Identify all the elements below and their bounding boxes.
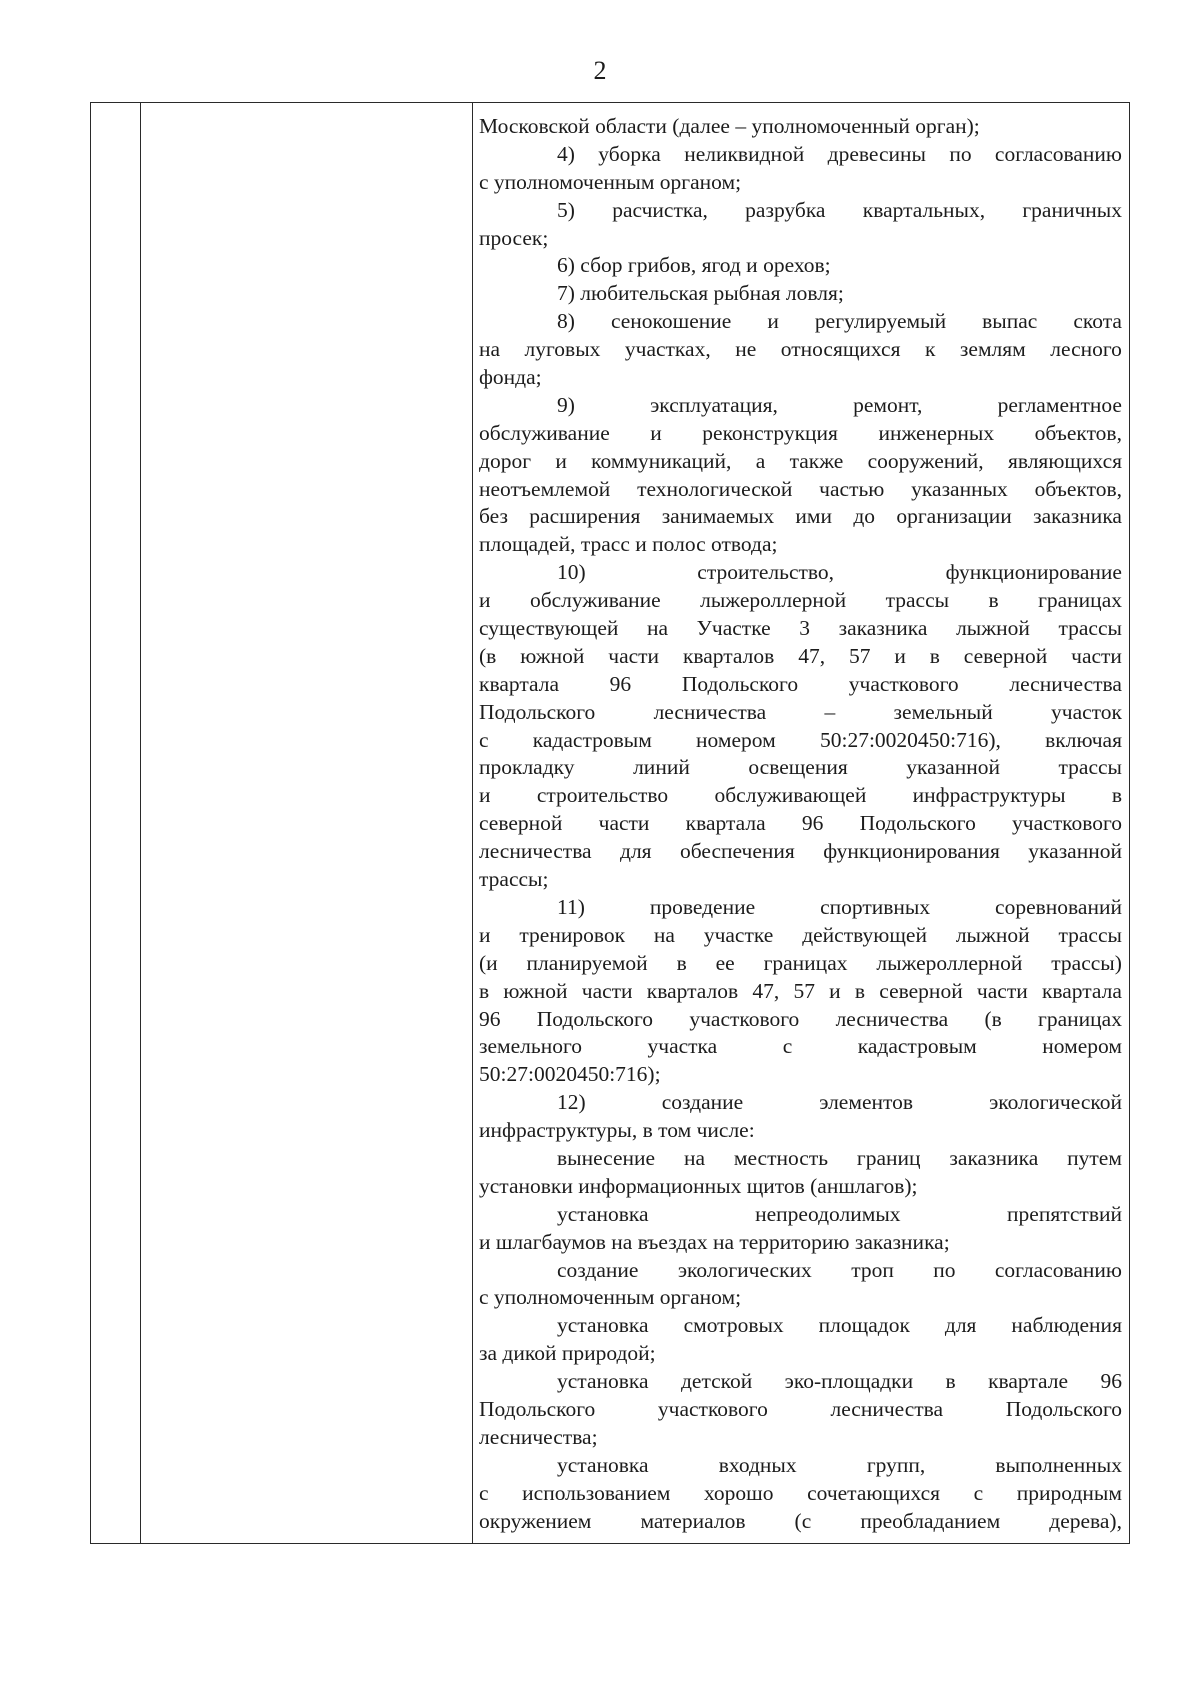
text-word: по xyxy=(949,141,972,166)
text-word: установка xyxy=(557,1201,649,1226)
text-word: 9) xyxy=(557,392,575,417)
text-line: трассы; xyxy=(479,867,549,892)
text-word: входных xyxy=(718,1452,797,1477)
text-word: 50:27:0020450:716), xyxy=(819,727,1001,752)
text-word: в xyxy=(479,978,490,1003)
text-word: квартала xyxy=(1041,978,1122,1003)
text-line xyxy=(479,197,1122,225)
text-line xyxy=(479,587,1122,615)
text-word: южной xyxy=(503,978,568,1003)
text-word: (в xyxy=(984,1006,1002,1031)
text-word: обслуживание xyxy=(479,420,610,445)
text-word: границах xyxy=(763,950,848,975)
text-line xyxy=(479,1312,1122,1340)
text-line xyxy=(479,336,1122,364)
text-word: участкового xyxy=(1012,811,1122,836)
text-word: границах xyxy=(1038,1006,1122,1031)
text-word: неликвидной xyxy=(684,141,805,166)
text-line: фонда; xyxy=(479,365,542,390)
text-line xyxy=(479,141,1122,169)
text-word: границах xyxy=(1038,588,1122,613)
text-line xyxy=(479,950,1122,978)
text-word: природным xyxy=(1016,1480,1122,1505)
text-line: просек; xyxy=(479,225,549,250)
text-word: части xyxy=(976,978,1028,1003)
text-word: в xyxy=(929,643,940,668)
text-word: для xyxy=(944,1313,977,1338)
text-word: наблюдения xyxy=(1011,1313,1122,1338)
text-line xyxy=(479,420,1122,448)
text-word: на xyxy=(653,922,675,947)
text-word: путем xyxy=(1067,1145,1122,1170)
text-word: регулируемый xyxy=(814,309,947,334)
text-line: 6) сбор грибов, ягод и орехов; xyxy=(557,253,831,278)
text-word: строительство, xyxy=(697,560,835,585)
text-word: лесничества xyxy=(479,839,592,864)
text-word: ее xyxy=(715,950,735,975)
text-line xyxy=(479,1508,1122,1536)
text-line: лесничества; xyxy=(479,1424,598,1449)
text-line xyxy=(479,810,1122,838)
text-line xyxy=(479,1452,1122,1480)
text-word: 11) xyxy=(557,894,585,919)
text-word: Подольского xyxy=(479,1396,596,1421)
text-word: и xyxy=(650,420,662,445)
text-line: инфраструктуры, в том числе: xyxy=(479,1118,755,1143)
text-word: для xyxy=(620,839,652,864)
text-word: квартальных, xyxy=(862,197,986,222)
text-line xyxy=(479,615,1122,643)
text-word: участкового xyxy=(657,1396,768,1421)
text-word: установка xyxy=(557,1313,649,1338)
text-word: заказника xyxy=(838,616,928,641)
text-word: инфраструктуры xyxy=(912,783,1066,808)
text-word: а xyxy=(755,448,766,473)
text-word: Подольского xyxy=(536,1006,654,1031)
text-word: до xyxy=(853,504,876,529)
text-line: 50:27:0020450:716); xyxy=(479,1062,661,1087)
text-word: инженерных xyxy=(878,420,995,445)
text-word: сооружений, xyxy=(867,448,984,473)
text-word: коммуникаций, xyxy=(591,448,732,473)
text-word: вынесение xyxy=(557,1145,656,1170)
text-word: преобладанием xyxy=(860,1508,1001,1533)
text-word: ремонт, xyxy=(853,392,923,417)
text-word: участке xyxy=(703,922,774,947)
text-line xyxy=(479,1145,1122,1173)
text-word: частью xyxy=(819,476,885,501)
text-word: являющихся xyxy=(1007,448,1122,473)
text-word: трассы xyxy=(885,588,950,613)
text-word: сочетающихся xyxy=(807,1480,941,1505)
text-word: 12) xyxy=(557,1090,586,1115)
text-word: площадок xyxy=(818,1313,910,1338)
text-line xyxy=(479,1480,1122,1508)
text-word: указанной xyxy=(1028,839,1122,864)
text-line xyxy=(479,727,1122,755)
page-number: 2 xyxy=(593,56,607,85)
text-word: экологических xyxy=(677,1257,812,1282)
text-line xyxy=(479,1368,1122,1396)
text-line: за дикой природой; xyxy=(479,1341,656,1366)
text-word: граничных xyxy=(1022,197,1122,222)
text-word: 96 xyxy=(801,811,824,836)
text-word: групп, xyxy=(866,1452,926,1477)
text-word: смотровых xyxy=(683,1313,784,1338)
text-word: части xyxy=(598,811,650,836)
text-word: выпас xyxy=(982,309,1038,334)
text-line: 7) любительская рыбная ловля; xyxy=(557,281,844,306)
text-word: в xyxy=(988,588,999,613)
text-word: дорог xyxy=(479,448,532,473)
text-word: участок xyxy=(1051,699,1122,724)
text-word: и xyxy=(767,309,779,334)
text-word: 96 xyxy=(1100,1369,1122,1394)
text-word: лыжной xyxy=(956,616,1030,641)
text-line xyxy=(479,699,1122,727)
text-word: указанных xyxy=(911,476,1008,501)
text-word: расширения xyxy=(529,504,641,529)
text-line xyxy=(479,559,1122,587)
text-word: 4) xyxy=(557,141,575,166)
text-word: лесничества xyxy=(830,1396,944,1421)
text-word: в xyxy=(854,978,866,1003)
text-word: сенокошение xyxy=(610,309,732,334)
text-word: участка xyxy=(647,1034,718,1059)
text-word: на xyxy=(647,616,669,641)
text-word: лесничества xyxy=(653,699,767,724)
text-line xyxy=(479,1089,1122,1117)
text-word: лесничества xyxy=(1009,671,1122,696)
text-word: кварталов xyxy=(682,643,775,668)
text-line xyxy=(479,476,1122,504)
text-word: кадастровым xyxy=(857,1034,977,1059)
text-word: непреодолимых xyxy=(755,1201,901,1226)
text-word: с xyxy=(479,1480,489,1505)
text-word: участках, xyxy=(624,337,711,362)
text-word: Подольского xyxy=(1005,1396,1122,1421)
text-word: (в xyxy=(479,643,497,668)
text-word: в xyxy=(676,950,687,975)
text-word: 8) xyxy=(557,309,575,334)
text-word: установка xyxy=(557,1452,649,1477)
text-word: препятствий xyxy=(1007,1201,1122,1226)
text-word: землям xyxy=(959,337,1026,362)
text-word: обеспечения xyxy=(679,839,795,864)
text-word: не xyxy=(735,337,757,362)
text-word: на xyxy=(683,1145,706,1170)
text-word: и xyxy=(555,448,567,473)
text-line xyxy=(479,782,1122,810)
text-line xyxy=(479,978,1122,1006)
text-word: технологической xyxy=(637,476,793,501)
text-word: функционирования xyxy=(823,839,1000,864)
text-word: кадастровым xyxy=(532,727,652,752)
text-line xyxy=(479,922,1122,950)
text-word: использованием xyxy=(522,1480,671,1505)
text-line xyxy=(479,754,1122,782)
text-word: тренировок xyxy=(519,922,626,947)
text-word: трассы) xyxy=(1051,950,1122,975)
text-word: Подольского xyxy=(479,699,596,724)
text-line xyxy=(479,1006,1122,1034)
text-word: прокладку xyxy=(479,755,575,780)
text-word: земельного xyxy=(479,1034,583,1059)
text-line xyxy=(479,894,1122,922)
text-word: элементов xyxy=(819,1090,914,1115)
text-line: с уполномоченным органом; xyxy=(479,169,742,194)
text-word: линий xyxy=(633,755,690,780)
text-line: Московской области (далее – уполномоченный орган); xyxy=(479,114,980,138)
text-word: уборка xyxy=(598,141,661,166)
text-word: дерева), xyxy=(1049,1508,1122,1533)
text-line xyxy=(479,838,1122,866)
text-word: по xyxy=(933,1257,956,1282)
text-word: с xyxy=(782,1034,793,1059)
text-word: функционирование xyxy=(945,560,1122,585)
text-word: хорошо xyxy=(703,1480,774,1505)
text-word: квартала xyxy=(479,671,559,696)
text-word: лесничества xyxy=(835,1006,949,1031)
text-word: с xyxy=(479,727,489,752)
text-word: древесины xyxy=(827,141,926,166)
text-word: и xyxy=(479,588,491,613)
text-word: заказника xyxy=(1033,504,1122,529)
text-word: кварталов xyxy=(646,978,739,1003)
text-word: квартала xyxy=(685,811,766,836)
text-word: 57 xyxy=(793,978,815,1003)
text-line xyxy=(479,392,1122,420)
text-word: земельный xyxy=(893,699,993,724)
text-word: организации xyxy=(896,504,1012,529)
text-line: установки информационных щитов (аншлагов); xyxy=(479,1173,918,1198)
text-word: лыжероллерной xyxy=(700,588,847,613)
text-line xyxy=(479,448,1122,476)
text-word: трассы xyxy=(1058,755,1122,780)
text-word: реконструкция xyxy=(702,420,838,445)
text-word: Подольского xyxy=(681,671,799,696)
text-word: материалов xyxy=(640,1508,746,1533)
text-line: с уполномоченным органом; xyxy=(479,1285,742,1310)
text-line xyxy=(479,1257,1122,1285)
text-word: Участке xyxy=(696,616,771,641)
text-line: и шлагбаумов на въездах на территорию заказника; xyxy=(479,1229,950,1254)
text-word: установка xyxy=(557,1369,649,1394)
text-word: лыжероллерной xyxy=(876,950,1023,975)
text-word: – xyxy=(824,699,836,724)
text-word: объектов, xyxy=(1034,476,1122,501)
text-word: 10) xyxy=(557,560,586,585)
text-word: также xyxy=(789,448,844,473)
text-word: строительство xyxy=(536,783,669,808)
table-column-content xyxy=(473,103,1128,1543)
text-word: 96 xyxy=(609,671,632,696)
text-word: заказника xyxy=(949,1145,1039,1170)
text-word: эксплуатация, xyxy=(650,392,778,417)
text-word: 5) xyxy=(557,197,575,222)
text-word: спортивных xyxy=(820,894,931,919)
text-word: 47, xyxy=(798,643,826,668)
text-word: части xyxy=(1071,643,1122,668)
text-word: и xyxy=(479,922,491,947)
text-word: к xyxy=(924,337,936,362)
document-table xyxy=(90,102,1130,1544)
text-word: действующей xyxy=(802,922,927,947)
text-line xyxy=(479,643,1122,671)
text-word: 47, xyxy=(752,978,780,1003)
text-word: северной xyxy=(879,978,963,1003)
text-word: указанной xyxy=(906,755,1000,780)
text-word: соревнований xyxy=(995,894,1122,919)
text-word: создание xyxy=(661,1090,744,1115)
text-word: объектов, xyxy=(1034,420,1122,445)
text-word: с xyxy=(973,1480,984,1505)
text-word: номером xyxy=(696,727,776,752)
text-word: скота xyxy=(1073,309,1122,334)
text-word: границ xyxy=(856,1145,921,1170)
text-word: квартале xyxy=(988,1369,1069,1394)
text-word: выполненных xyxy=(995,1452,1122,1477)
text-word: луговых xyxy=(524,337,601,362)
text-word: части xyxy=(608,643,660,668)
text-line xyxy=(479,503,1122,531)
text-word: южной xyxy=(520,643,585,668)
text-word: обслуживающей xyxy=(714,783,867,808)
text-word: местность xyxy=(733,1145,829,1170)
text-word: проведение xyxy=(649,894,756,919)
text-word: лесного xyxy=(1050,337,1122,362)
text-word: относящихся xyxy=(780,337,901,362)
text-word: регламентное xyxy=(997,392,1122,417)
text-word: участкового xyxy=(848,671,959,696)
text-word: трассы xyxy=(1058,616,1122,641)
text-word: экологической xyxy=(989,1090,1122,1115)
text-word: на xyxy=(479,337,501,362)
text-word: создание xyxy=(557,1257,639,1282)
text-word: северной xyxy=(479,811,563,836)
text-line xyxy=(479,308,1122,336)
text-word: 57 xyxy=(848,643,871,668)
text-word: троп xyxy=(851,1257,894,1282)
text-line xyxy=(479,1396,1122,1424)
text-line xyxy=(479,1033,1122,1061)
text-word: в xyxy=(945,1369,956,1394)
table-column-number xyxy=(91,103,141,1543)
text-word: согласованию xyxy=(994,141,1122,166)
text-word: детской xyxy=(680,1369,753,1394)
text-line xyxy=(479,671,1122,699)
text-word: (с xyxy=(794,1508,812,1533)
text-word: разрубка xyxy=(745,197,826,222)
text-word: окружением xyxy=(479,1508,592,1533)
text-word: эко-площадки xyxy=(784,1369,914,1394)
text-word: трассы xyxy=(1058,922,1122,947)
text-word: (и xyxy=(479,950,498,975)
text-word: и xyxy=(894,643,906,668)
text-word: неотъемлемой xyxy=(479,476,611,501)
text-word: Подольского xyxy=(859,811,976,836)
text-word: 3 xyxy=(799,616,810,641)
text-line: площадей, трасс и полос отвода; xyxy=(479,532,778,557)
table-column-name xyxy=(141,103,473,1543)
text-word: обслуживание xyxy=(529,588,661,613)
text-word: 96 xyxy=(479,1006,501,1031)
text-word: согласованию xyxy=(994,1257,1122,1282)
text-word: освещения xyxy=(748,755,848,780)
text-word: расчистка, xyxy=(612,197,708,222)
text-word: и xyxy=(479,783,491,808)
text-word: номером xyxy=(1042,1034,1122,1059)
text-word: участкового xyxy=(689,1006,800,1031)
text-word: без xyxy=(479,504,508,529)
text-word: северной xyxy=(963,643,1048,668)
text-word: ими xyxy=(795,504,833,529)
text-word: и xyxy=(829,978,841,1003)
text-word: лыжной xyxy=(955,922,1030,947)
text-word: занимаемых xyxy=(661,504,775,529)
text-word: включая xyxy=(1045,727,1122,752)
text-word: существующей xyxy=(479,616,619,641)
text-word: планируемой xyxy=(526,950,648,975)
text-line xyxy=(479,1201,1122,1229)
text-word: в xyxy=(1111,783,1122,808)
text-word: части xyxy=(581,978,633,1003)
